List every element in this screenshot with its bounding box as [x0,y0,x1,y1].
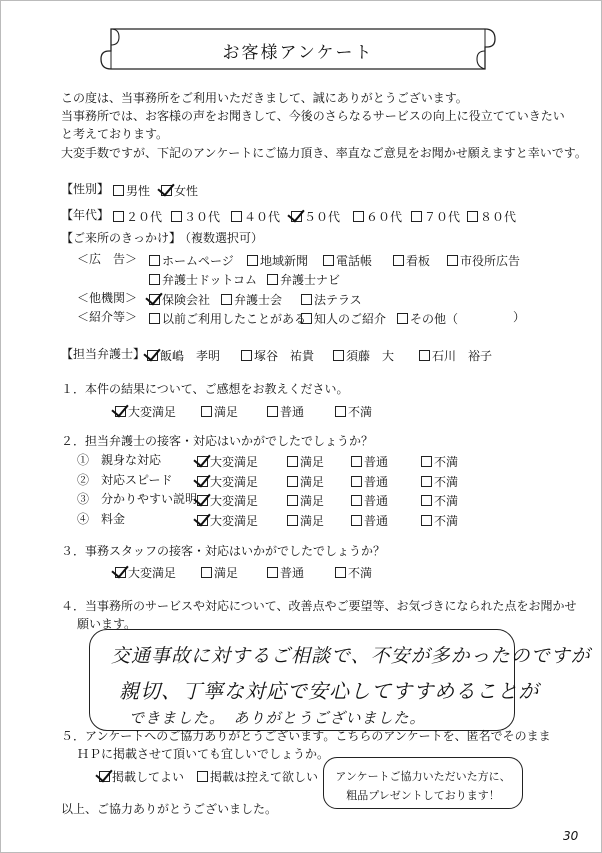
age-option[interactable]: ２０代 [113,208,162,225]
checkbox[interactable] [351,515,362,526]
page-number: 30 [563,829,579,843]
q2-item: ④ 料金 [77,512,126,526]
checkbox[interactable] [267,567,278,578]
q1-option[interactable]: 満足 [201,403,238,420]
age-option[interactable]: ３０代 [171,208,220,225]
checkbox-checked[interactable] [115,567,126,578]
checkbox[interactable] [149,274,160,285]
q5-option-allow[interactable]: 掲載してよい [99,768,184,785]
q2-option[interactable]: 不満 [421,473,458,490]
checkbox[interactable] [393,255,404,266]
checkbox[interactable] [353,211,364,222]
lawyer-option[interactable]: 石川 裕子 [419,347,492,364]
checkbox[interactable] [221,294,232,305]
checkbox[interactable] [301,313,312,324]
checkbox[interactable] [333,350,344,361]
q3-option[interactable]: 不満 [335,564,372,581]
intro-line: 大変手数ですが、下記のアンケートにご協力頂き、率直なご意見をお聞かせ願えますと幸いです。 [61,146,587,160]
q2-option[interactable]: 満足 [287,492,324,509]
org-option[interactable]: 法テラス [301,291,362,308]
checkbox[interactable] [335,406,346,417]
q2-option[interactable]: 普通 [351,492,388,509]
closing-text: 以上、ご協力ありがとうございました。 [61,802,278,816]
q2-option[interactable]: 大変満足 [197,453,258,470]
lawyer-option[interactable]: 飯嶋 孝明 [147,347,220,364]
checkbox[interactable] [241,350,252,361]
checkbox[interactable] [247,255,258,266]
ad-option[interactable]: 看板 [393,252,430,269]
age-option[interactable]: ４０代 [231,208,280,225]
q2-option[interactable]: 不満 [421,512,458,529]
q2-option[interactable]: 不満 [421,453,458,470]
checkbox[interactable] [149,255,160,266]
checkbox[interactable] [421,456,432,467]
q1-option[interactable]: 不満 [335,403,372,420]
ad-option[interactable]: 電話帳 [323,252,372,269]
gift-notice-line: 粗品プレゼントしております！ [346,789,500,802]
q1-option[interactable]: 大変満足 [115,403,176,420]
handwritten-comment-line: 親切、丁寧な対応で安心してすすめることが [119,679,540,703]
checkbox[interactable] [287,456,298,467]
checkbox[interactable] [113,185,124,196]
page-title: お客様アンケート [222,43,374,63]
handwritten-comment-line: できました。 ありがとうございました。 [129,709,426,727]
q2-item: ③ 分かりやすい説明 [77,492,198,506]
q2-option[interactable]: 普通 [351,473,388,490]
checkbox[interactable] [201,406,212,417]
gift-notice-line: アンケートご協力いただいた方に、 [335,770,511,783]
intro-line: この度は、当事務所をご利用いただきまして、誠にありがとうございます。 [61,91,468,105]
gender-option-female[interactable]: 女性 [161,182,198,199]
org-option[interactable]: 弁護士会 [221,291,282,308]
ad-label: ＜広 告＞ [77,252,138,266]
lawyer-option[interactable]: 塚谷 祐貴 [241,347,314,364]
checkbox[interactable] [231,211,242,222]
age-option[interactable]: ５０代 [291,208,340,225]
ad-option[interactable]: 弁護士ドットコム [149,271,257,288]
intro-line: と考えております。 [61,127,169,141]
checkbox-checked[interactable] [197,515,208,526]
ad-option[interactable]: 弁護士ナビ [267,271,340,288]
checkbox-checked[interactable] [147,350,158,361]
checkbox[interactable] [421,495,432,506]
q5-question: ５．アンケートへのご協力ありがとうございます。こちらのアンケートを、匿名でそのまま [61,729,551,743]
q2-option[interactable]: 大変満足 [197,492,258,509]
checkbox[interactable] [267,274,278,285]
trigger-note: （複数選択可） [179,231,264,245]
checkbox-checked[interactable] [161,185,172,196]
checkbox[interactable] [419,350,430,361]
referral-option-other[interactable]: その他（ [397,310,458,327]
checkbox[interactable] [351,476,362,487]
age-option[interactable]: ６０代 [353,208,402,225]
lawyer-option[interactable]: 須藤 大 [333,347,394,364]
gift-notice-box [323,757,523,809]
q1-question: １．本件の結果について、ご感想をお教えください。 [61,382,349,396]
checkbox[interactable] [267,406,278,417]
q2-option[interactable]: 不満 [421,492,458,509]
q2-item: ① 親身な対応 [77,453,162,467]
checkbox[interactable] [113,211,124,222]
q4-question: ４．当事務所のサービスや対応について、改善点やご要望等、お気づきになられた点をお聞かせ [61,599,577,613]
ad-option[interactable]: 地域新聞 [247,252,308,269]
q3-option[interactable]: 普通 [267,564,304,581]
q5-option-decline[interactable]: 掲載は控えて欲しい [197,768,318,785]
trigger-label: 【ご来所のきっかけ】 [61,231,182,245]
checkbox-checked[interactable] [197,456,208,467]
q2-item: ② 対応スピード [77,473,173,487]
gender-option-male[interactable]: 男性 [113,182,150,199]
checkbox[interactable] [421,476,432,487]
checkbox[interactable] [351,456,362,467]
intro-line: 当事務所では、お客様の声をお聞きして、今後のさらなるサービスの向上に役立てていきたい [61,109,565,123]
referral-option[interactable]: 知人のご紹介 [301,310,386,327]
checkbox-checked[interactable] [291,211,302,222]
checkbox[interactable] [397,313,408,324]
checkbox-checked[interactable] [197,495,208,506]
checkbox[interactable] [201,567,212,578]
q2-option[interactable]: 大変満足 [197,473,258,490]
referral-other-close: ） [513,310,526,324]
checkbox-checked[interactable] [149,294,160,305]
checkbox[interactable] [467,211,478,222]
q2-question: ２．担当弁護士の接客・対応はいかがでしたでしょうか？ [61,434,374,448]
checkbox[interactable] [197,771,208,782]
checkbox[interactable] [149,313,160,324]
checkbox[interactable] [421,515,432,526]
checkbox-checked[interactable] [197,476,208,487]
checkbox-checked[interactable] [99,771,110,782]
checkbox[interactable] [323,255,334,266]
q1-option[interactable]: 普通 [267,403,304,420]
referral-option[interactable]: 以前ご利用したことがある [149,310,306,327]
checkbox[interactable] [287,515,298,526]
ad-option[interactable]: ホームページ [149,252,234,269]
checkbox[interactable] [411,211,422,222]
handwritten-comment-line: 交通事故に対するご相談で、不安が多かったのですが [111,645,591,667]
org-label: ＜他機関＞ [77,291,138,305]
ad-option[interactable]: 市役所広告 [447,252,520,269]
q4-question-cont: 願います。 [77,617,137,631]
checkbox[interactable] [447,255,458,266]
org-option[interactable]: 保険会社 [149,291,210,308]
age-label: 【年代】 [61,208,110,222]
gender-label: 【性別】 [61,182,110,196]
q2-option[interactable]: 普通 [351,453,388,470]
checkbox[interactable] [287,476,298,487]
q2-option[interactable]: 満足 [287,512,324,529]
referral-label: ＜紹介等＞ [77,310,138,324]
lawyer-label: 【担当弁護士】 [61,347,146,361]
age-option[interactable]: ７０代 [411,208,460,225]
q3-option[interactable]: 満足 [201,564,238,581]
q2-option[interactable]: 満足 [287,453,324,470]
q2-option[interactable]: 満足 [287,473,324,490]
q5-question-cont: ＨＰに掲載させて頂いても宜しいでしょうか。 [77,747,330,761]
checkbox[interactable] [301,294,312,305]
q2-option[interactable]: 大変満足 [197,512,258,529]
q3-option[interactable]: 大変満足 [115,564,176,581]
q2-option[interactable]: 普通 [351,512,388,529]
checkbox[interactable] [351,495,362,506]
age-option[interactable]: ８０代 [467,208,516,225]
checkbox[interactable] [335,567,346,578]
q3-question: ３．事務スタッフの接客・対応はいかがでしたでしょうか？ [61,544,386,558]
checkbox[interactable] [287,495,298,506]
checkbox[interactable] [171,211,182,222]
checkbox-checked[interactable] [115,406,126,417]
